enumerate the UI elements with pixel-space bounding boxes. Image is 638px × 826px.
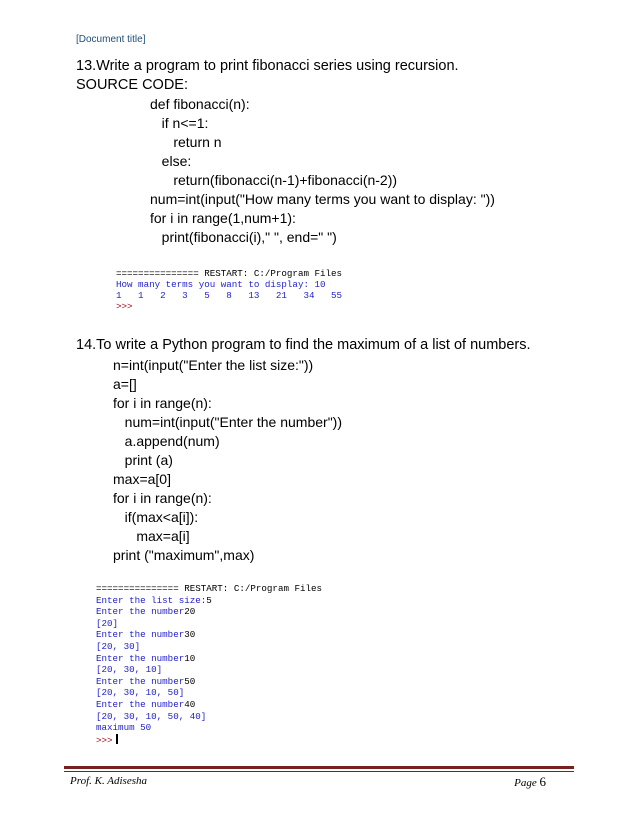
console-output-line: [20, 30] [96,641,141,652]
source-code-label: SOURCE CODE: [76,77,188,93]
code-line: print ("maximum",max) [113,547,255,563]
code-line: else: [150,153,192,169]
code-line: a=[] [113,376,137,392]
footer-page [514,774,546,790]
footer-rule [64,766,574,769]
console-restart-line: =============== RESTART: C:/Program Files [96,583,323,594]
code-line: max=a[0] [113,471,171,487]
code-line: return n [150,134,222,150]
console-input-line: Enter the number30 [96,629,196,641]
code-line: num=int(input("How many terms you want to display: ")) [150,191,495,207]
page-number: 6 [539,774,546,789]
code-line: print(fibonacci(i)," ", end=" ") [150,229,337,245]
console-restart-line: =============== RESTART: C:/Program Files [116,268,343,279]
console-input-line: Enter the number50 [96,675,196,687]
code-line: n=int(input("Enter the list size:")) [113,357,314,373]
console-prompt-line: How many terms you want to display: 10 [116,279,326,290]
console-output-line: [20] [96,617,119,629]
console-shell-prompt[interactable]: >>> [96,734,118,746]
console-input-line: Enter the number40 [96,699,196,710]
code-line: print (a) [113,452,173,468]
console-output-line: [20, 30, 10, 50, 40] [96,710,207,722]
code-line: if(max<a[i]): [113,509,199,525]
console-output-line: 1 1 2 3 5 8 13 21 34 55 [116,290,343,301]
footer-rule-thin [64,771,574,772]
code-line: def fibonacci(n): [150,96,250,112]
console-input-line: Enter the number10 [96,652,196,664]
code-line: for i in range(n): [113,395,212,411]
console-input-line: Enter the number20 [96,606,196,618]
console-shell-prompt: >>> [116,301,133,312]
question-14-title: 14.To write a Python program to find the maximum of a list of numbers. [76,337,531,353]
console-output-line: [20, 30, 10, 50] [96,687,185,699]
console-input-line: Enter the list size:5 [96,594,212,606]
footer-author: Prof. K. Adisesha [70,775,148,787]
question-13-title: 13.Write a program to print fibonacci series using recursion. [76,58,459,74]
header-title: [Document title] [76,34,146,45]
console-output-line: maximum 50 [96,722,152,734]
page-label: Page [514,777,537,789]
code-line: for i in range(1,num+1): [150,210,296,226]
code-line: a.append(num) [113,433,220,449]
code-line: for i in range(n): [113,490,212,506]
code-line: if n<=1: [150,115,209,131]
code-line: num=int(input("Enter the number")) [113,414,342,430]
text-cursor [116,734,118,744]
console-output-line: [20, 30, 10] [96,664,163,676]
code-line: max=a[i] [113,528,190,544]
code-line: return(fibonacci(n-1)+fibonacci(n-2)) [150,172,398,188]
